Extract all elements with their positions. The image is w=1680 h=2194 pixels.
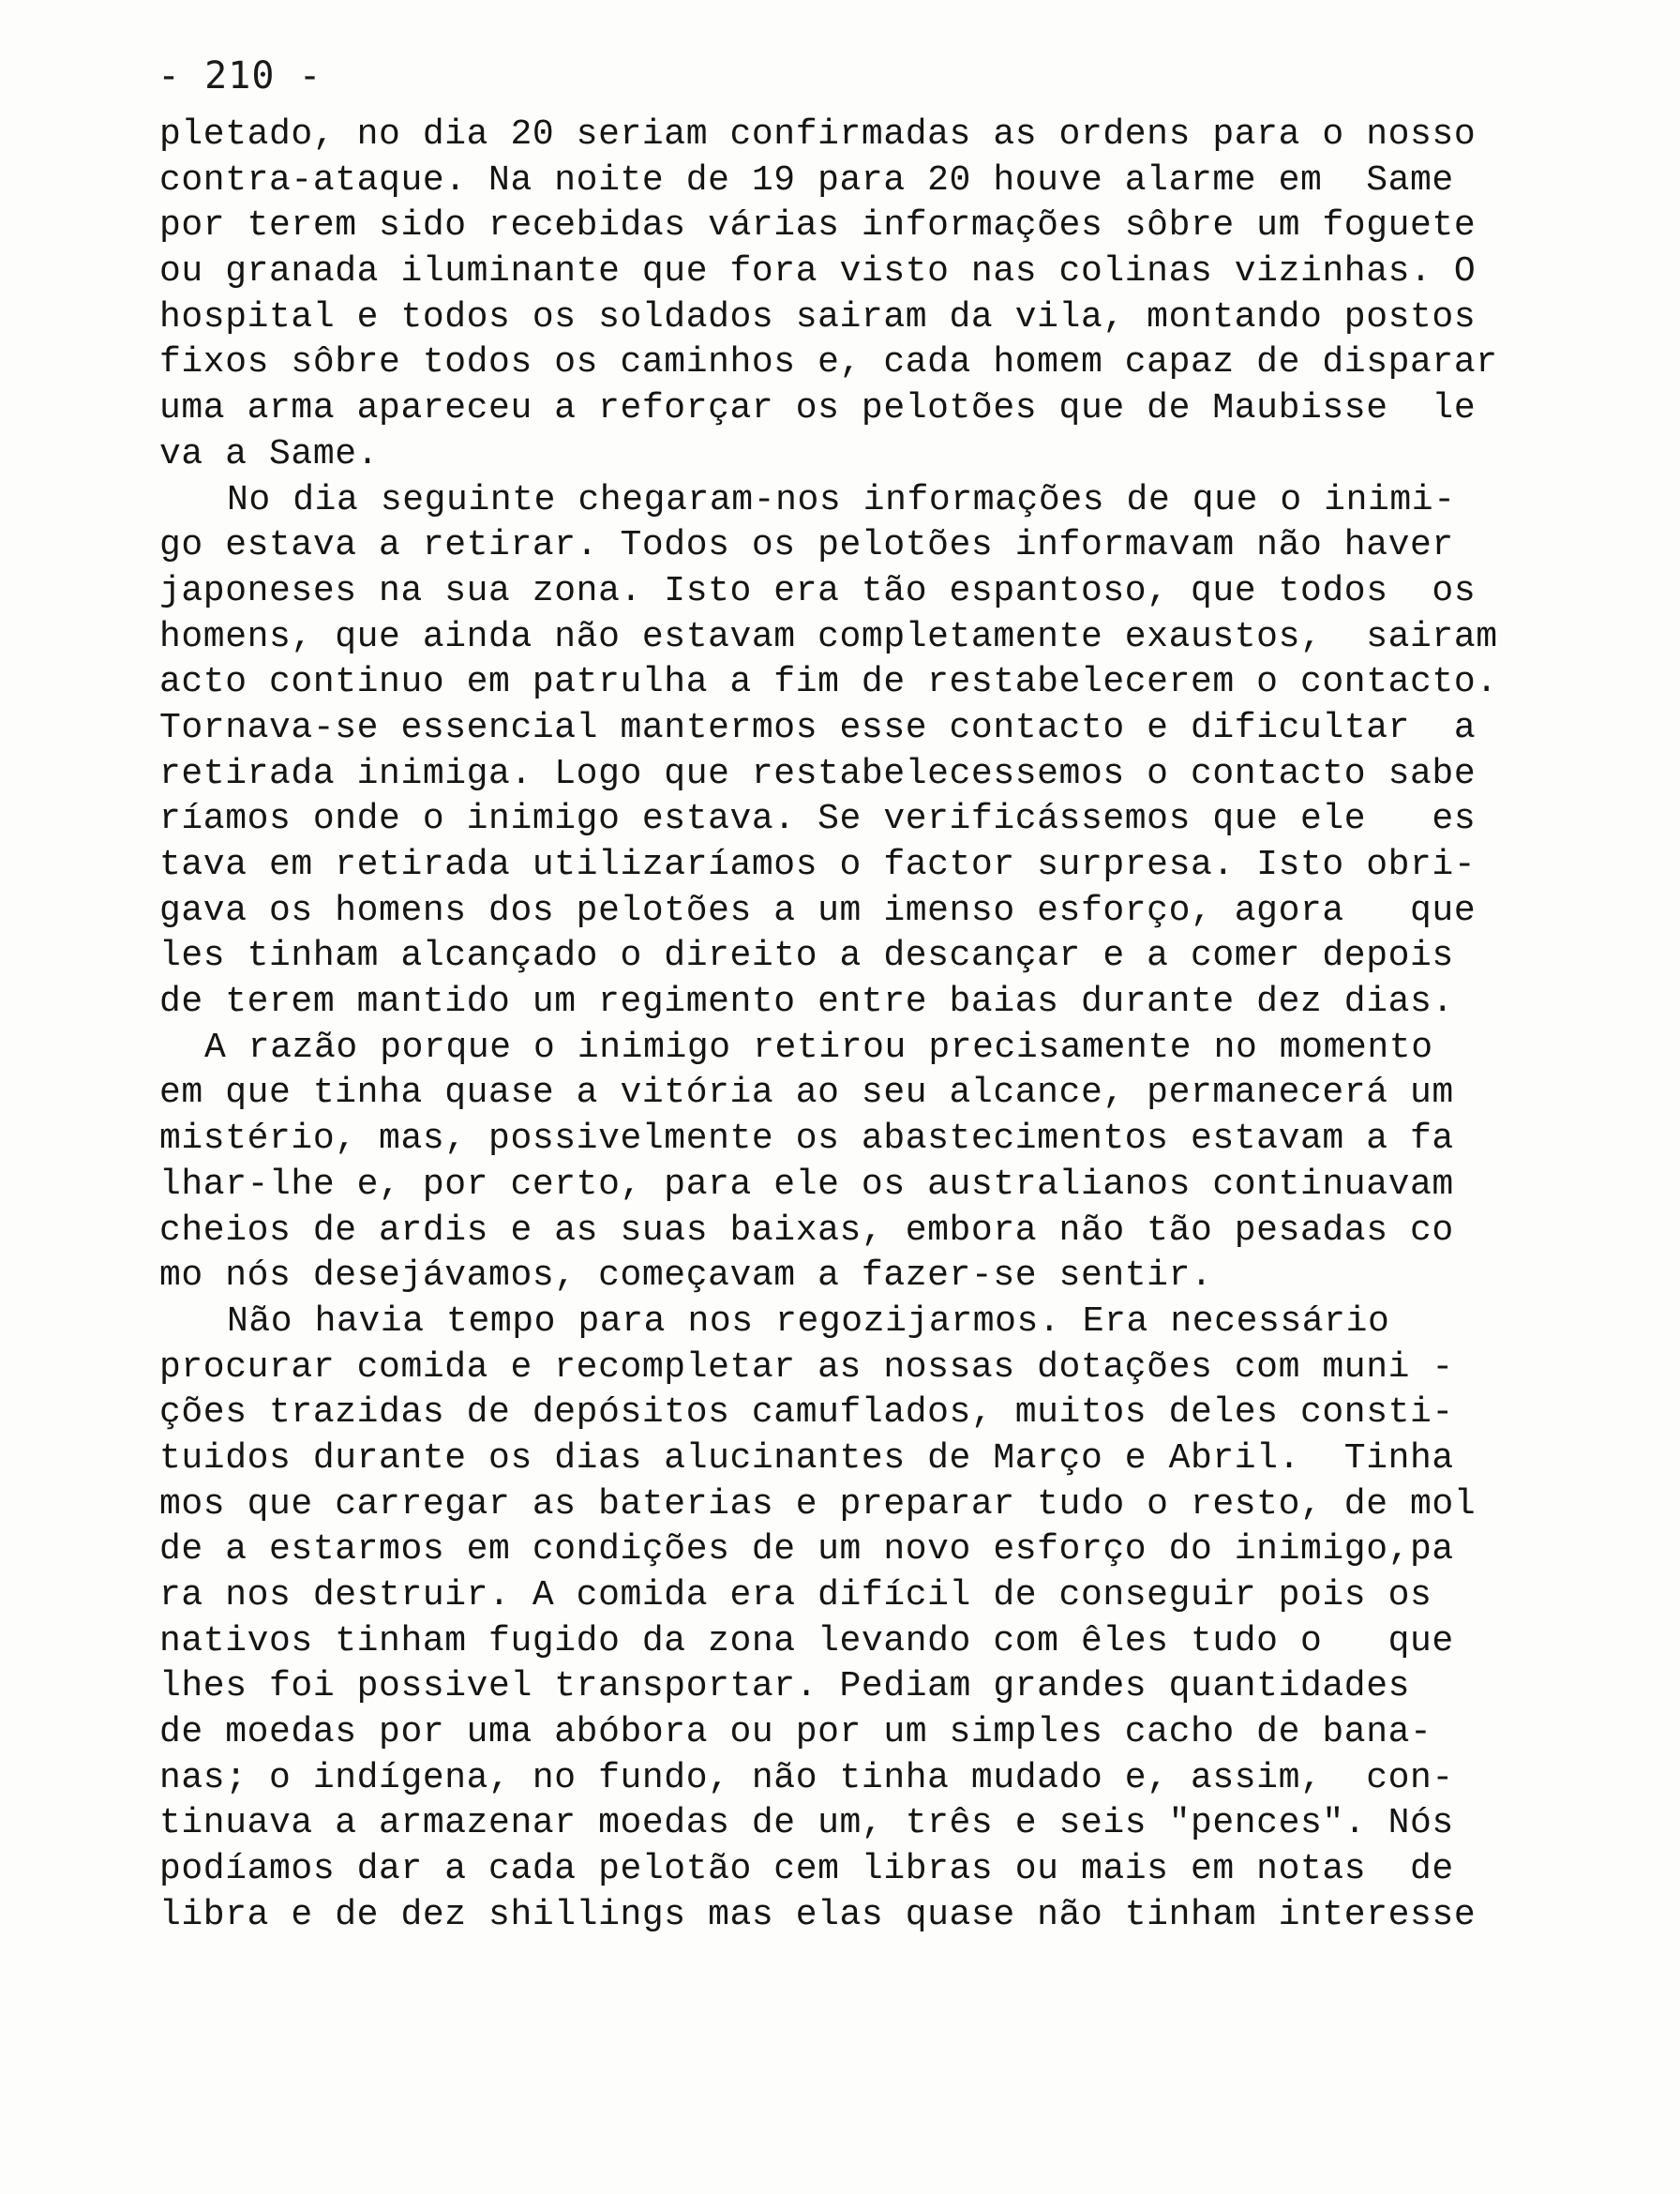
text-line: go estava a retirar. Todos os pelotões informavam não haver [159,525,1454,566]
text-line: tinuava a armazenar moedas de um, três e seis "pences". Nós [159,1803,1454,1844]
text-line: lhar-lhe e, por certo, para ele os australianos continuavam [159,1164,1454,1205]
text-line: ríamos onde o inimigo estava. Se verificássemos que ele es [159,799,1477,840]
text-line: No dia seguinte chegaram-nos informações de que o inimi- [227,479,1456,520]
text-line: podíamos dar a cada pelotão cem libras ou mais em notas de [159,1849,1454,1890]
text-line: gava os homens dos pelotões a um imenso esforço, agora que [159,890,1477,931]
text-line: nas; o indígena, no fundo, não tinha mudado e, assim, con- [159,1757,1454,1798]
text-line: Não havia tempo para nos regozijarmos. Era necessário [227,1300,1390,1342]
text-line: japoneses na sua zona. Isto era tão espantoso, que todos os [159,570,1477,611]
text-line: mo nós desejávamos, começavam a fazer-se sentir. [159,1255,1213,1297]
text-line: uma arma apareceu a reforçar os pelotões que de Maubisse le [159,388,1477,429]
text-line: ra nos destruir. A comida era difícil de conseguir pois os [159,1575,1432,1615]
text-line: va a Same. [159,433,380,474]
text-line: de terem mantido um regimento entre baias durante dez dias. [159,982,1454,1023]
text-line: cheios de ardis e as suas baixas, embora não tão pesadas co [159,1210,1454,1251]
text-line: retirada inimiga. Logo que restabelecessemos o contacto sabe [159,753,1477,794]
text-line: tava em retirada utilizaríamos o factor surpresa. Isto obri- [159,845,1477,885]
text-line: Tornava-se essencial mantermos esse contacto e dificultar a [159,707,1477,748]
text-line: ções trazidas de depósitos camuflados, muitos deles consti- [159,1392,1454,1434]
text-line: de moedas por uma abóbora ou por um simples cacho de bana- [159,1712,1432,1753]
page-number: - 210 - [158,54,322,98]
text-line: tuidos durante os dias alucinantes de Março e Abril. Tinha [159,1437,1454,1479]
text-body [159,113,1584,1939]
text-line: em que tinha quase a vitória ao seu alcance, permanecerá um [159,1073,1454,1114]
text-line: hospital e todos os soldados sairam da vila, montando postos [159,296,1477,338]
text-line: lhes foi possivel transportar. Pediam grandes quantidades [159,1666,1411,1707]
text-line: nativos tinham fugido da zona levando com êles tudo o que [159,1620,1454,1661]
text-line: libra e de dez shillings mas elas quase não tinham interesse [159,1894,1477,1935]
text-line: mistério, mas, possivelmente os abastecimentos estavam a fa [159,1119,1454,1160]
text-line: ou granada iluminante que fora visto nas colinas vizinhas. O [159,251,1477,293]
text-line: les tinham alcançado o direito a descançar e a comer depois [159,936,1454,977]
text-line: fixos sôbre todos os caminhos e, cada homem capaz de disparar [159,342,1498,383]
text-line: homens, que ainda não estavam completamente exaustos, sairam [159,616,1498,657]
text-line: por terem sido recebidas várias informações sôbre um foguete [159,205,1477,247]
text-line: de a estarmos em condições de um novo esforço do inimigo,pa [159,1529,1454,1570]
text-line: A razão porque o inimigo retirou precisamente no momento [204,1027,1433,1068]
text-line: mos que carregar as baterias e preparar tudo o resto, de mol [159,1483,1477,1525]
text-line: procurar comida e recompletar as nossas dotações com muni - [159,1346,1454,1388]
text-line: pletado, no dia 20 seriam confirmadas as ordens para o nosso [159,114,1477,155]
text-line: contra-ataque. Na noite de 19 para 20 houve alarme em Same [159,159,1454,201]
text-line: acto continuo em patrulha a fim de restabelecerem o contacto. [159,662,1498,703]
